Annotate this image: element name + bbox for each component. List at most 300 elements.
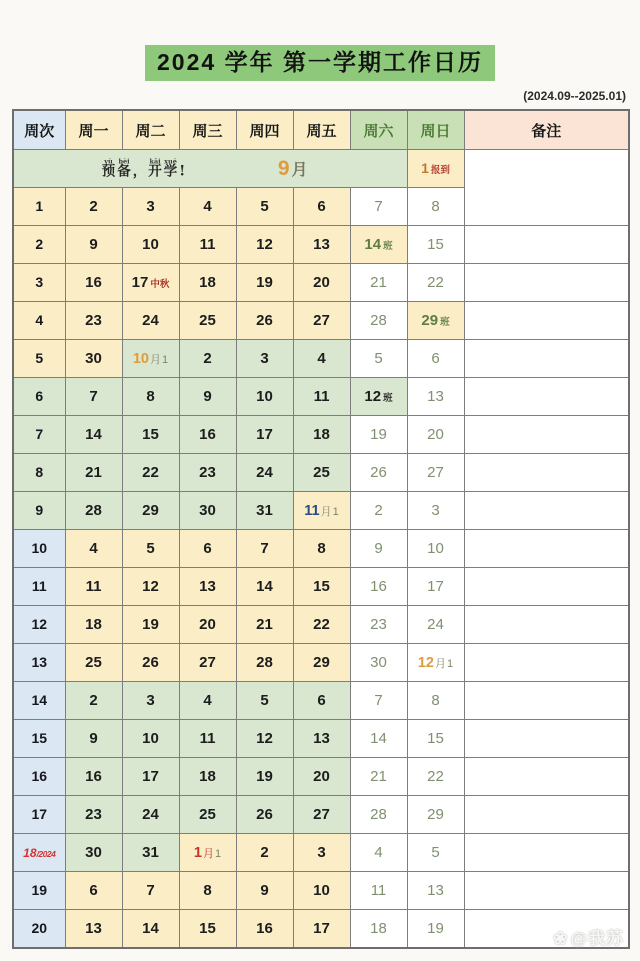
day-number: 12 bbox=[142, 577, 159, 595]
week-number-cell bbox=[13, 378, 65, 416]
day-number: 10 bbox=[313, 881, 330, 899]
day-cell bbox=[65, 758, 122, 796]
day-cell bbox=[407, 758, 464, 796]
day-number: 11 bbox=[85, 577, 102, 595]
day-annotation: 班 bbox=[383, 240, 393, 252]
day-number: 19 bbox=[370, 425, 387, 443]
month-start-number: 12 bbox=[417, 654, 434, 671]
day-cell bbox=[179, 492, 236, 530]
day-cell bbox=[293, 530, 350, 568]
day-cell bbox=[236, 910, 293, 948]
day-number: 16 bbox=[199, 425, 216, 443]
flower-logo-icon: ❀ bbox=[553, 929, 569, 948]
day-cell bbox=[293, 188, 350, 226]
day-number: 8 bbox=[431, 691, 440, 709]
week-number: 19 bbox=[31, 881, 48, 898]
day-cell bbox=[407, 530, 464, 568]
page-title: 2024 学年 第一学期工作日历 bbox=[145, 45, 495, 81]
month-unit: 月 bbox=[320, 505, 332, 518]
day-cell bbox=[122, 530, 179, 568]
note-cell bbox=[464, 796, 629, 834]
day-cell bbox=[350, 606, 407, 644]
announcement-glyph: 开 bbox=[148, 163, 162, 180]
day-cell bbox=[350, 264, 407, 302]
day-cell bbox=[350, 568, 407, 606]
day-cell bbox=[122, 264, 179, 302]
week-row bbox=[13, 378, 629, 416]
day-cell bbox=[350, 758, 407, 796]
day-number: 13 bbox=[199, 577, 216, 595]
day-number: 7 bbox=[146, 881, 155, 899]
day-number: 24 bbox=[427, 615, 444, 633]
day-cell bbox=[65, 796, 122, 834]
day-cell bbox=[65, 568, 122, 606]
day-number: 28 bbox=[256, 653, 273, 671]
day-cell bbox=[65, 492, 122, 530]
day-cell bbox=[293, 416, 350, 454]
week-number-cell bbox=[13, 530, 65, 568]
day-number: 28 bbox=[370, 805, 387, 823]
day-number: 8 bbox=[431, 197, 440, 215]
day-number: 10 bbox=[256, 387, 273, 405]
week-number-cell bbox=[13, 264, 65, 302]
column-header: 周日 bbox=[407, 110, 464, 150]
day-number: 29 bbox=[142, 501, 159, 519]
day-number: 2 bbox=[203, 349, 212, 367]
day-number: 17 bbox=[313, 919, 330, 937]
day-number: 18 bbox=[85, 615, 102, 633]
week-number-cell bbox=[13, 492, 65, 530]
week-number: 20 bbox=[31, 919, 48, 936]
day-number: 24 bbox=[142, 805, 159, 823]
month-start-number: 1 bbox=[193, 844, 202, 861]
day-cell bbox=[65, 910, 122, 948]
day-number: 4 bbox=[374, 843, 383, 861]
day-number: 31 bbox=[256, 501, 273, 519]
day-cell bbox=[293, 454, 350, 492]
week-number-cell bbox=[13, 834, 65, 872]
week-row bbox=[13, 682, 629, 720]
day-number: 27 bbox=[427, 463, 444, 481]
day-number: 23 bbox=[85, 311, 102, 329]
day-number: 9 bbox=[203, 387, 212, 405]
day-number: 12 bbox=[256, 729, 273, 747]
week-row bbox=[13, 872, 629, 910]
week-row bbox=[13, 910, 629, 948]
column-header: 周四 bbox=[236, 110, 293, 150]
day-number: 7 bbox=[374, 197, 383, 215]
day-cell bbox=[179, 378, 236, 416]
day-cell bbox=[236, 758, 293, 796]
day-number: 8 bbox=[317, 539, 326, 557]
day-number: 9 bbox=[89, 729, 98, 747]
day-number: 8 bbox=[203, 881, 212, 899]
day-cell bbox=[122, 872, 179, 910]
week-number-year: /2024 bbox=[36, 848, 56, 859]
week-number-cell bbox=[13, 568, 65, 606]
day-cell bbox=[122, 758, 179, 796]
day-cell bbox=[236, 796, 293, 834]
week-row bbox=[13, 758, 629, 796]
note-cell bbox=[464, 264, 629, 302]
day-number: 9 bbox=[89, 235, 98, 253]
column-header: 备注 bbox=[464, 110, 629, 150]
day-number: 18 bbox=[199, 273, 216, 291]
week-row bbox=[13, 644, 629, 682]
day-number: 4 bbox=[89, 539, 98, 557]
week-number-cell bbox=[13, 758, 65, 796]
day-number: 4 bbox=[317, 349, 326, 367]
day-cell bbox=[179, 796, 236, 834]
title-wrap bbox=[0, 0, 640, 81]
day-cell bbox=[122, 644, 179, 682]
day-cell bbox=[236, 340, 293, 378]
day-cell bbox=[350, 188, 407, 226]
week-number: 12 bbox=[31, 615, 48, 632]
column-header: 周二 bbox=[122, 110, 179, 150]
day-cell bbox=[122, 302, 179, 340]
week-number-handwritten bbox=[23, 846, 55, 860]
day-cell bbox=[293, 568, 350, 606]
month-unit: 月 bbox=[202, 847, 214, 860]
pinyin-annotation: bèi bbox=[118, 157, 130, 166]
week-row bbox=[13, 530, 629, 568]
week-row bbox=[13, 834, 629, 872]
day-number: 26 bbox=[142, 653, 159, 671]
day-number: 23 bbox=[85, 805, 102, 823]
week-number: 16 bbox=[31, 767, 48, 784]
day-cell bbox=[179, 416, 236, 454]
day-number: 14 bbox=[370, 729, 387, 747]
day-cell bbox=[122, 454, 179, 492]
week-number: 9 bbox=[35, 501, 44, 518]
note-cell bbox=[464, 416, 629, 454]
column-header: 周六 bbox=[350, 110, 407, 150]
day-cell bbox=[65, 302, 122, 340]
day-cell bbox=[236, 492, 293, 530]
day-number: 17 bbox=[142, 767, 159, 785]
pinyin-annotation: kāi bbox=[149, 157, 161, 166]
day-number: 27 bbox=[313, 805, 330, 823]
day-number: 3 bbox=[431, 501, 440, 519]
day-cell bbox=[122, 682, 179, 720]
day-number: 2 bbox=[89, 691, 98, 709]
september-label bbox=[278, 157, 308, 181]
day-number: 5 bbox=[146, 539, 155, 557]
week-number: 11 bbox=[31, 577, 47, 594]
day-cell bbox=[179, 834, 236, 872]
day-number: 12 bbox=[364, 387, 382, 405]
day-number: 2 bbox=[89, 197, 98, 215]
day-cell bbox=[236, 682, 293, 720]
day-cell bbox=[350, 644, 407, 682]
day-cell bbox=[179, 568, 236, 606]
note-cell bbox=[464, 758, 629, 796]
day-cell bbox=[65, 264, 122, 302]
day-cell bbox=[122, 796, 179, 834]
week-number: 4 bbox=[35, 311, 44, 328]
day-cell bbox=[350, 720, 407, 758]
day-number: 21 bbox=[370, 273, 387, 291]
note-cell bbox=[464, 492, 629, 530]
day-number: 21 bbox=[85, 463, 102, 481]
day-number: 19 bbox=[427, 919, 444, 937]
day-number: 3 bbox=[260, 349, 269, 367]
day-cell bbox=[65, 682, 122, 720]
day-number: 14 bbox=[142, 919, 159, 937]
week-number: 14 bbox=[31, 691, 48, 708]
day-cell bbox=[407, 644, 464, 682]
day-cell bbox=[350, 682, 407, 720]
day-cell bbox=[407, 188, 464, 226]
day-number: 25 bbox=[313, 463, 330, 481]
day-cell bbox=[236, 834, 293, 872]
day-number: 13 bbox=[313, 235, 330, 253]
announcement-glyph: ! bbox=[179, 163, 186, 180]
day-cell bbox=[65, 416, 122, 454]
day-number: 3 bbox=[317, 843, 326, 861]
day-number: 5 bbox=[260, 197, 269, 215]
week-number-cell bbox=[13, 910, 65, 948]
day-number: 30 bbox=[370, 653, 387, 671]
note-cell bbox=[464, 226, 629, 264]
announcement-glyph: 学 bbox=[163, 163, 178, 180]
day-number: 15 bbox=[427, 729, 444, 747]
day-number: 25 bbox=[85, 653, 102, 671]
day-cell bbox=[407, 454, 464, 492]
day-number: 10 bbox=[142, 235, 159, 253]
day-cell bbox=[350, 492, 407, 530]
day-number: 1 bbox=[214, 847, 222, 860]
day-number: 13 bbox=[313, 729, 330, 747]
day-number: 5 bbox=[431, 843, 440, 861]
day-number: 21 bbox=[256, 615, 273, 633]
day-cell bbox=[122, 720, 179, 758]
day-cell bbox=[293, 682, 350, 720]
week-number-cell bbox=[13, 644, 65, 682]
day-cell bbox=[65, 340, 122, 378]
day-number: 18 bbox=[370, 919, 387, 937]
day-number: 6 bbox=[317, 691, 326, 709]
day-number: 18 bbox=[199, 767, 216, 785]
day-number: 26 bbox=[370, 463, 387, 481]
day-number: 22 bbox=[142, 463, 159, 481]
day-cell bbox=[65, 226, 122, 264]
week-number: 10 bbox=[31, 539, 48, 556]
day-annotation: 班 bbox=[440, 316, 450, 328]
day-cell bbox=[407, 340, 464, 378]
day-cell bbox=[407, 302, 464, 340]
announcement-char bbox=[179, 158, 185, 179]
day-cell bbox=[236, 568, 293, 606]
day-cell bbox=[293, 226, 350, 264]
day-number: 14 bbox=[85, 425, 102, 443]
note-cell bbox=[464, 682, 629, 720]
day-cell bbox=[407, 796, 464, 834]
day-number: 1 bbox=[332, 505, 339, 518]
day-number: 8 bbox=[146, 387, 155, 405]
note-cell bbox=[464, 150, 629, 226]
column-header: 周五 bbox=[293, 110, 350, 150]
day-cell bbox=[236, 454, 293, 492]
day-cell bbox=[179, 188, 236, 226]
announcement-char bbox=[133, 158, 147, 179]
day-number: 28 bbox=[370, 311, 387, 329]
day-cell bbox=[65, 378, 122, 416]
day-cell bbox=[65, 644, 122, 682]
day-number: 7 bbox=[89, 387, 98, 405]
month-start-number: 11 bbox=[304, 502, 320, 519]
day-number: 25 bbox=[199, 805, 216, 823]
day-number: 13 bbox=[427, 387, 444, 405]
note-cell bbox=[464, 340, 629, 378]
day-cell bbox=[350, 530, 407, 568]
day-cell bbox=[236, 644, 293, 682]
day-cell bbox=[122, 492, 179, 530]
announcement-glyph: ， bbox=[132, 163, 147, 180]
day-number: 6 bbox=[89, 881, 98, 899]
day-number: 30 bbox=[199, 501, 216, 519]
week-number-cell bbox=[13, 226, 65, 264]
day-number: 17 bbox=[427, 577, 444, 595]
day-cell bbox=[236, 226, 293, 264]
day-number: 19 bbox=[142, 615, 159, 633]
note-cell bbox=[464, 834, 629, 872]
day-cell bbox=[122, 188, 179, 226]
announcement-char bbox=[164, 158, 178, 179]
week-number-cell bbox=[13, 302, 65, 340]
day-number: 19 bbox=[256, 767, 273, 785]
day-number: 24 bbox=[256, 463, 273, 481]
day-cell bbox=[122, 416, 179, 454]
day-cell bbox=[407, 568, 464, 606]
week-row bbox=[13, 454, 629, 492]
watermark bbox=[553, 924, 624, 949]
day-cell bbox=[122, 834, 179, 872]
day-cell bbox=[407, 682, 464, 720]
day-cell bbox=[179, 606, 236, 644]
day-number: 30 bbox=[85, 843, 102, 861]
day-number: 29 bbox=[313, 653, 330, 671]
day-cell bbox=[293, 910, 350, 948]
day-number: 31 bbox=[142, 843, 159, 861]
day-number: 26 bbox=[256, 805, 273, 823]
week-row bbox=[13, 264, 629, 302]
day-number: 15 bbox=[427, 235, 444, 253]
header-row bbox=[13, 110, 629, 150]
week-number-cell bbox=[13, 682, 65, 720]
day-cell bbox=[350, 416, 407, 454]
pinyin-annotation: xué bbox=[164, 157, 177, 166]
day-cell bbox=[350, 454, 407, 492]
day-cell bbox=[407, 378, 464, 416]
note-cell bbox=[464, 378, 629, 416]
day-cell bbox=[293, 492, 350, 530]
day-number: 17 bbox=[256, 425, 273, 443]
report-day-label: 报到 bbox=[430, 164, 450, 176]
week-number-cell bbox=[13, 796, 65, 834]
day-number: 29 bbox=[427, 805, 444, 823]
day-cell bbox=[407, 226, 464, 264]
day-number: 20 bbox=[199, 615, 216, 633]
report-day-number: 1 bbox=[421, 159, 429, 176]
announcement-char bbox=[148, 158, 162, 179]
day-number: 27 bbox=[313, 311, 330, 329]
week-row bbox=[13, 302, 629, 340]
week-number: 3 bbox=[35, 273, 44, 290]
semester-start-announcement bbox=[101, 158, 186, 179]
day-number: 7 bbox=[374, 691, 383, 709]
note-cell bbox=[464, 644, 629, 682]
day-cell bbox=[293, 302, 350, 340]
week-number-cell bbox=[13, 416, 65, 454]
day-number: 17 bbox=[131, 273, 149, 291]
day-cell bbox=[179, 454, 236, 492]
day-number: 13 bbox=[85, 919, 102, 937]
day-number: 11 bbox=[370, 881, 387, 899]
week-number-cell bbox=[13, 454, 65, 492]
note-cell bbox=[464, 302, 629, 340]
day-cell bbox=[236, 416, 293, 454]
day-cell bbox=[179, 682, 236, 720]
column-header: 周三 bbox=[179, 110, 236, 150]
week-number: 15 bbox=[31, 729, 48, 746]
day-cell bbox=[122, 378, 179, 416]
week-row bbox=[13, 796, 629, 834]
column-header: 周一 bbox=[65, 110, 122, 150]
day-number: 26 bbox=[256, 311, 273, 329]
column-header: 周次 bbox=[13, 110, 65, 150]
day-cell bbox=[293, 606, 350, 644]
day-cell bbox=[350, 340, 407, 378]
day-cell bbox=[407, 720, 464, 758]
day-number: 4 bbox=[203, 197, 212, 215]
day-number: 6 bbox=[203, 539, 212, 557]
day-number: 22 bbox=[427, 273, 444, 291]
day-number: 27 bbox=[199, 653, 216, 671]
day-cell bbox=[65, 530, 122, 568]
week-row bbox=[13, 226, 629, 264]
day-cell bbox=[407, 910, 464, 948]
day-number: 14 bbox=[364, 235, 382, 253]
day-cell bbox=[407, 872, 464, 910]
day-number: 11 bbox=[199, 235, 216, 253]
day-annotation: 中秋 bbox=[150, 278, 170, 290]
day-cell bbox=[179, 530, 236, 568]
day-cell bbox=[122, 606, 179, 644]
day-cell bbox=[236, 720, 293, 758]
day-cell bbox=[236, 606, 293, 644]
day-number: 22 bbox=[313, 615, 330, 633]
day-number: 4 bbox=[203, 691, 212, 709]
note-cell bbox=[464, 720, 629, 758]
day-cell bbox=[179, 340, 236, 378]
day-cell bbox=[407, 264, 464, 302]
day-cell bbox=[65, 188, 122, 226]
day-number: 15 bbox=[142, 425, 159, 443]
note-cell bbox=[464, 606, 629, 644]
day-cell bbox=[179, 910, 236, 948]
week-number-cell bbox=[13, 720, 65, 758]
note-cell bbox=[464, 872, 629, 910]
announcement-char bbox=[117, 158, 131, 179]
calendar-table bbox=[12, 109, 630, 949]
day-number: 20 bbox=[427, 425, 444, 443]
day-number: 2 bbox=[374, 501, 383, 519]
week-number: 18 bbox=[23, 845, 37, 860]
week-number-cell bbox=[13, 872, 65, 910]
day-cell bbox=[407, 834, 464, 872]
